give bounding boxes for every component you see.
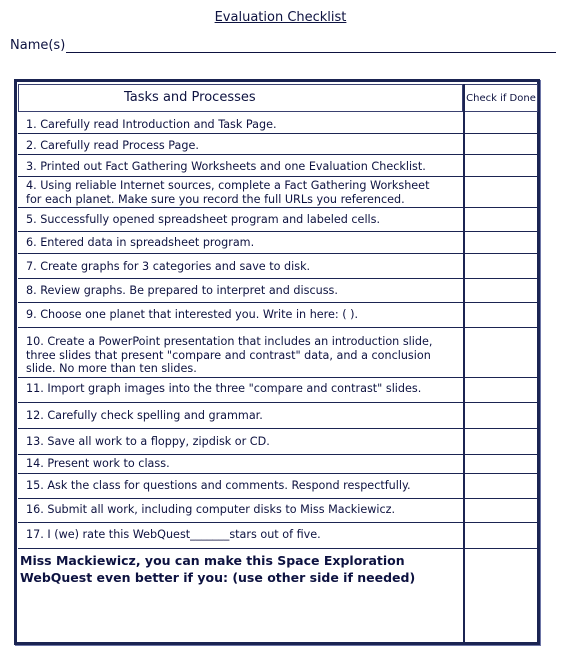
checklist-row — [18, 455, 463, 474]
check-cell[interactable] — [465, 523, 538, 549]
task-text: 10. Create a PowerPoint presentation that includes an introduction slide, three slides that present "compare and contrast" data, and a conclusion slide. No more than ten slides. — [26, 335, 433, 375]
checklist-row — [18, 254, 463, 279]
check-cell[interactable] — [465, 429, 538, 455]
task-text: 9. Choose one planet that interested you. Write in here: ( ). — [26, 308, 359, 321]
checklist-row — [18, 303, 463, 328]
check-cell[interactable] — [465, 232, 538, 254]
task-text: 13. Save all work to a floppy, zipdisk or CD. — [26, 435, 270, 448]
checklist-row — [18, 499, 463, 523]
task-text: 17. I (we) rate this WebQuest_______stars out of five. — [26, 528, 321, 541]
task-text: 11. Import graph images into the three "compare and contrast" slides. — [26, 382, 422, 395]
checklist-row — [18, 177, 463, 208]
check-cell[interactable] — [465, 208, 538, 232]
task-text: 1. Carefully read Introduction and Task Page. — [26, 118, 277, 131]
task-text: 15. Ask the class for questions and comments. Respond respectfully. — [26, 479, 411, 492]
task-text: 5. Successfully opened spreadsheet program and labeled cells. — [26, 213, 381, 226]
task-text: 16. Submit all work, including computer disks to Miss Mackiewicz. — [26, 503, 396, 516]
check-cell[interactable] — [465, 474, 538, 499]
task-text: 4. Using reliable Internet sources, complete a Fact Gathering Worksheet for each planet. Make sure you record the full URLs you referenced. — [26, 179, 430, 206]
task-text: 8. Review graphs. Be prepared to interpret and discuss. — [26, 284, 338, 297]
checklist-row — [18, 474, 463, 499]
check-cell[interactable] — [465, 254, 538, 279]
task-text: 14. Present work to class. — [26, 457, 170, 470]
check-header: Check if Done — [464, 84, 538, 112]
check-cell[interactable] — [465, 112, 538, 134]
task-text: 7. Create graphs for 3 categories and save to disk. — [26, 260, 311, 273]
checklist-row — [18, 208, 463, 232]
checklist-row — [18, 112, 463, 134]
task-text: 12. Carefully check spelling and grammar. — [26, 409, 263, 422]
name-input-line[interactable] — [66, 52, 556, 53]
check-cell[interactable] — [465, 455, 538, 474]
checklist-row — [18, 135, 463, 155]
page-title: Evaluation Checklist — [214, 10, 347, 25]
check-cell[interactable] — [465, 155, 538, 177]
checklist-row — [18, 378, 463, 403]
check-cell[interactable] — [465, 135, 538, 155]
task-text: 3. Printed out Fact Gathering Worksheets and one Evaluation Checklist. — [26, 160, 426, 173]
task-text: 6. Entered data in spreadsheet program. — [26, 236, 255, 249]
check-cell[interactable] — [465, 328, 538, 378]
check-cell[interactable] — [465, 303, 538, 328]
task-text: 2. Carefully read Process Page. — [26, 139, 199, 152]
name-label: Name(s) — [10, 38, 66, 53]
check-cell[interactable] — [465, 499, 538, 523]
checklist-row — [18, 429, 463, 455]
check-cell[interactable] — [465, 177, 538, 208]
checklist-row — [18, 523, 463, 549]
checklist-row — [18, 279, 463, 303]
check-cell[interactable] — [465, 378, 538, 403]
feedback-prompt: Miss Mackiewicz, you can make this Space Exploration WebQuest even better if you: (use other side if needed) — [20, 553, 416, 585]
checklist-row — [18, 403, 463, 429]
checklist-row — [18, 328, 463, 378]
check-cell[interactable] — [465, 279, 538, 303]
tasks-header: Tasks and Processes — [124, 90, 256, 105]
checklist-row — [18, 155, 463, 177]
checklist-row — [18, 232, 463, 254]
check-cell[interactable] — [465, 403, 538, 429]
